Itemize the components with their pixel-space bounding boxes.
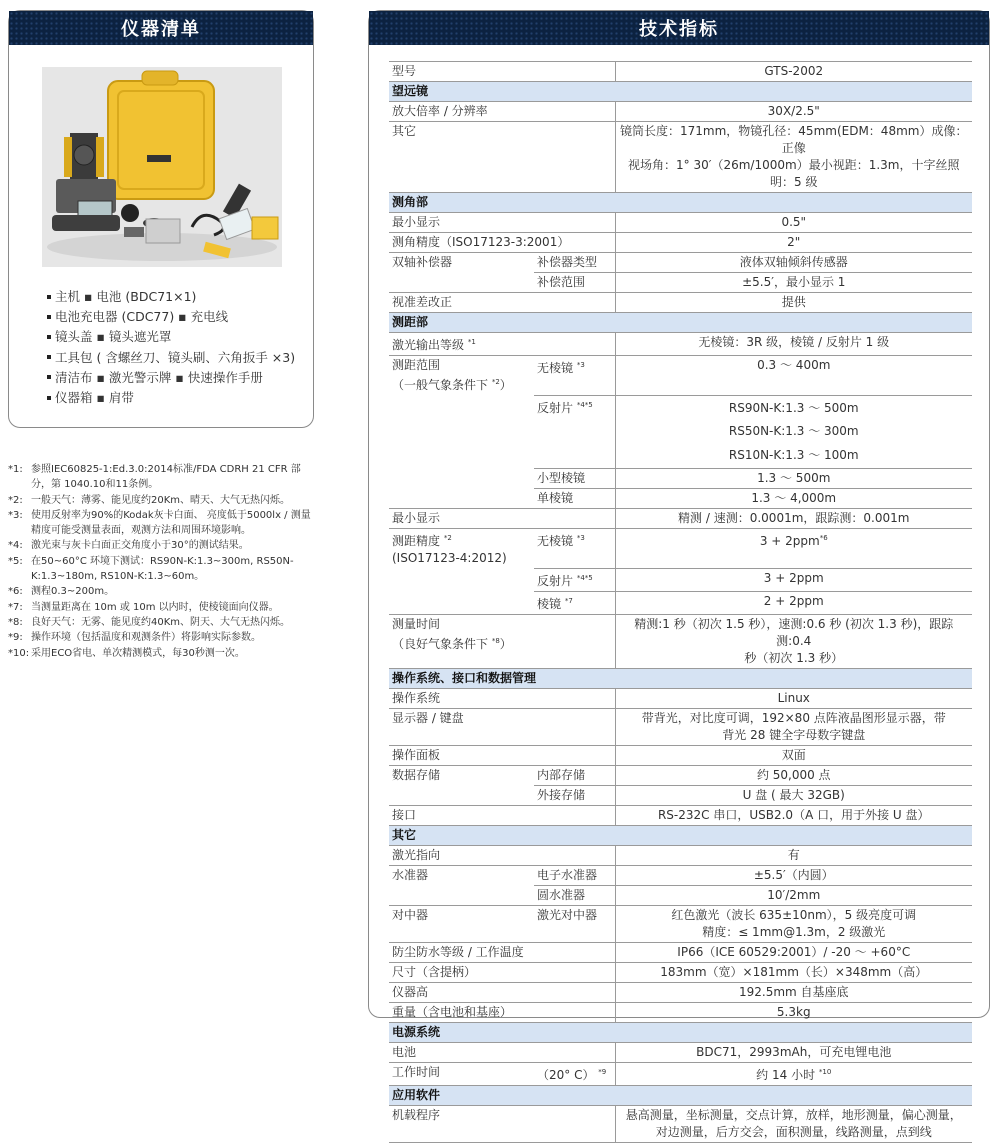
spec-value: 183mm（宽）×181mm（长）×348mm（高） xyxy=(615,962,972,982)
table-row xyxy=(389,273,972,293)
table-row xyxy=(389,62,972,82)
spec-value: RS-232C 串口，USB2.0（A 口，用于外接 U 盘） xyxy=(615,805,972,825)
table-row xyxy=(389,1002,972,1022)
footnotes xyxy=(8,462,318,661)
spec-subkey: （20° C） $^{*9}$ xyxy=(534,1062,615,1085)
spec-key: 机载程序 xyxy=(389,1105,615,1142)
table-row xyxy=(389,845,972,865)
spec-subkey: 小型棱镜 xyxy=(534,469,615,489)
spec-key: 重量（含电池和基座） xyxy=(389,1002,615,1022)
spec-value: 3 + 2ppm$^{*6}$ xyxy=(615,529,972,569)
spec-value: U 盘 ( 最大 32GB) xyxy=(615,785,972,805)
spec-value: 2 + 2ppm xyxy=(615,591,972,614)
spec-value: 约 14 小时 $^{*10}$ xyxy=(615,1062,972,1085)
table-row xyxy=(389,745,972,765)
section-row xyxy=(389,313,972,333)
spec-value: 悬高测量，坐标测量，交点计算，放样，地形测量，偏心测量， 对边测量，后方交会，面积测量，线路测量，点到线 xyxy=(615,1105,972,1142)
spec-subkey: 反射片 $^{*4*5}$ xyxy=(534,568,615,591)
product-photo xyxy=(42,67,282,267)
list-item: 主机 ▪ 电池 (BDC71×1) xyxy=(47,287,295,307)
spec-subkey: 补偿范围 xyxy=(534,273,615,293)
section-row xyxy=(389,825,972,845)
spec-value: 约 50,000 点 xyxy=(615,765,972,785)
spec-key: 防尘防水等级 / 工作温度 xyxy=(389,942,615,962)
section-title: 电源系统 xyxy=(389,1022,972,1042)
specs-panel xyxy=(368,10,990,1139)
spec-value: 2" xyxy=(615,233,972,253)
table-row xyxy=(389,356,972,396)
spec-key: 测距范围 （一般气象条件下 $^{*2}$） xyxy=(389,356,534,396)
spec-value: 液体双轴倾斜传感器 xyxy=(615,253,972,273)
spec-key: 电池 xyxy=(389,1042,615,1062)
spec-value: BDC71，2993mAh，可充电锂电池 xyxy=(615,1042,972,1062)
spec-key: 显示器 / 键盘 xyxy=(389,708,615,745)
spec-subkey: 圆水准器 xyxy=(534,885,615,905)
spec-key: 最小显示 xyxy=(389,509,615,529)
table-row xyxy=(389,102,972,122)
spec-key: 双轴补偿器 xyxy=(389,253,534,273)
spec-key: 测角精度（ISO17123-3:2001） xyxy=(389,233,615,253)
table-row xyxy=(389,614,972,668)
spec-value: 5.3kg xyxy=(615,1002,972,1022)
spec-subkey: 反射片 $^{*4*5}$ xyxy=(534,395,615,469)
table-row xyxy=(389,469,972,489)
spec-value: 有 xyxy=(615,845,972,865)
table-row xyxy=(389,395,972,469)
spec-key: 激光输出等级 $^{*1}$ xyxy=(389,333,615,356)
table-row xyxy=(389,708,972,745)
table-row xyxy=(389,1105,972,1142)
spec-key: 仪器高 xyxy=(389,982,615,1002)
list-item: 电池充电器 (CDC77) ▪ 充电线 xyxy=(47,307,295,327)
spec-subkey: 补偿器类型 xyxy=(534,253,615,273)
table-row xyxy=(389,591,972,614)
spec-key: 尺寸（含提柄） xyxy=(389,962,615,982)
spec-value: RS90N-K:1.3 ～ 500m RS50N-K:1.3 ～ 300m RS10N-K:1.3 ～ 100m xyxy=(615,395,972,469)
table-row xyxy=(389,489,972,509)
table-row xyxy=(389,962,972,982)
spec-key: 放大倍率 / 分辨率 xyxy=(389,102,615,122)
table-row xyxy=(389,529,972,569)
spec-value: 双面 xyxy=(615,745,972,765)
list-item: 镜头盖 ▪ 镜头遮光罩 xyxy=(47,327,295,347)
section-title: 测距部 xyxy=(389,313,972,333)
section-row xyxy=(389,1085,972,1105)
spec-value: 1.3 ～ 500m xyxy=(615,469,972,489)
table-row xyxy=(389,233,972,253)
equipment-list-panel xyxy=(8,10,314,428)
section-title: 测角部 xyxy=(389,193,972,213)
footnote: *1: 参照IEC60825-1:Ed.3.0:2014标准/FDA CDRH 21 CFR 部分，第 1040.10和11条例。 xyxy=(8,464,301,491)
spec-value: 提供 xyxy=(615,293,972,313)
section-title: 应用软件 xyxy=(389,1085,972,1105)
table-row xyxy=(389,805,972,825)
table-row xyxy=(389,982,972,1002)
section-title: 望远镜 xyxy=(389,82,972,102)
spec-key: 数据存储 xyxy=(389,765,534,785)
table-row xyxy=(389,1042,972,1062)
list-item: 清洁布 ▪ 激光警示牌 ▪ 快速操作手册 xyxy=(47,368,295,388)
spec-value: 0.5" xyxy=(615,213,972,233)
table-row xyxy=(389,253,972,273)
spec-value: 3 + 2ppm xyxy=(615,568,972,591)
spec-key: 最小显示 xyxy=(389,213,615,233)
table-row xyxy=(389,765,972,785)
spec-key: 测距精度 $^{*2}$ (ISO17123-4:2012) xyxy=(389,529,534,569)
table-row xyxy=(389,905,972,942)
footnote: *6: 测程0.3~200m。 xyxy=(8,586,115,598)
spec-subkey: 棱镜 $^{*7}$ xyxy=(534,591,615,614)
table-row xyxy=(389,1062,972,1085)
spec-subkey: 外接存储 xyxy=(534,785,615,805)
table-row xyxy=(389,122,972,193)
spec-value: 无棱镜：3R 级，棱镜 / 反射片 1 级 xyxy=(615,333,972,356)
section-title: 其它 xyxy=(389,825,972,845)
spec-value: 镜筒长度：171mm，物镜孔径：45mm(EDM：48mm）成像：正像 视场角：1° 30′（26m/1000m）最小视距：1.3m，十字丝照明：5 级 xyxy=(615,122,972,193)
table-row xyxy=(389,885,972,905)
table-row xyxy=(389,333,972,356)
spec-value: 192.5mm 自基座底 xyxy=(615,982,972,1002)
footnote: *8: 良好天气：无雾、能见度约40Km、阴天、大气无热闪烁。 xyxy=(8,616,291,628)
spec-key: 接口 xyxy=(389,805,615,825)
spec-key: 激光指向 xyxy=(389,845,615,865)
section-row xyxy=(389,82,972,102)
footnote: *3: 使用反射率为90%的Kodak灰卡白面、 亮度低于5000lx / 测量精度可能受测量表面，观测方法和周围环境影响。 xyxy=(8,509,311,537)
spec-value: GTS-2002 xyxy=(615,62,972,82)
spec-key: 其它 xyxy=(389,122,615,193)
spec-subkey: 无棱镜 $^{*3}$ xyxy=(534,356,615,396)
footnote: *4: 激光束与灰卡白面正交角度小于30°的测试结果。 xyxy=(8,540,249,552)
equipment-list-title: 仪器清单 xyxy=(9,11,313,45)
spec-value: 10′/2mm xyxy=(615,885,972,905)
spec-subkey: 内部存储 xyxy=(534,765,615,785)
spec-key: 操作系统 xyxy=(389,688,615,708)
spec-value: 0.3 ～ 400m xyxy=(615,356,972,396)
spec-value: 1.3 ～ 4,000m xyxy=(615,489,972,509)
spec-key: 对中器 xyxy=(389,905,534,942)
table-row xyxy=(389,865,972,885)
spec-key: 工作时间 xyxy=(389,1062,534,1085)
list-item: 工具包 ( 含螺丝刀、镜头刷、六角扳手 ×3) xyxy=(47,348,295,368)
section-row xyxy=(389,668,972,688)
spec-subkey: 单棱镜 xyxy=(534,489,615,509)
equipment-items xyxy=(47,287,295,408)
footnote: *7: 当测量距离在 10m 或 10m 以内时，使棱镜面向仪器。 xyxy=(8,601,279,613)
footnote: *2: 一般天气：薄雾、能见度约20Km、晴天、大气无热闪烁。 xyxy=(8,494,291,506)
section-row xyxy=(389,193,972,213)
spec-value: 精测 / 速测：0.0001m，跟踪测：0.001m xyxy=(615,509,972,529)
spec-key: 测量时间 （良好气象条件下 $^{*8}$） xyxy=(389,614,615,668)
spec-value: 带背光，对比度可调，192×80 点阵液晶图形显示器，带 背光 28 键全字母数字键盘 xyxy=(615,708,972,745)
spec-key: 水准器 xyxy=(389,865,534,885)
spec-value: Linux xyxy=(615,688,972,708)
spec-value: IP66（ICE 60529:2001）/ -20 ～ +60°C xyxy=(615,942,972,962)
table-row xyxy=(389,509,972,529)
spec-key: 型号 xyxy=(389,62,615,82)
footnote: *10: 采用ECO省电、单次精测模式，每30秒测一次。 xyxy=(8,647,245,659)
table-row xyxy=(389,688,972,708)
footnote: *9: 操作环境（包括温度和观测条件）将影响实际参数。 xyxy=(8,632,261,644)
spec-subkey: 激光对中器 xyxy=(534,905,615,942)
spec-value: 30X/2.5" xyxy=(615,102,972,122)
spec-value: ±5.5′，最小显示 1 xyxy=(615,273,972,293)
spec-value: 精测:1 秒（初次 1.5 秒），速测:0.6 秒 (初次 1.3 秒)，跟踪测:0.4 秒（初次 1.3 秒） xyxy=(615,614,972,668)
spec-value: ±5.5′（内圆） xyxy=(615,865,972,885)
table-row xyxy=(389,213,972,233)
table-row xyxy=(389,785,972,805)
table-row xyxy=(389,568,972,591)
table-row xyxy=(389,942,972,962)
specs-title: 技术指标 xyxy=(369,11,989,45)
section-row xyxy=(389,1022,972,1042)
table-row xyxy=(389,293,972,313)
spec-subkey: 电子水准器 xyxy=(534,865,615,885)
specs-table xyxy=(389,61,972,1143)
spec-value: 红色激光（波长 635±10nm），5 级亮度可调 精度：≤ 1mm@1.3m，2 级激光 xyxy=(615,905,972,942)
spec-key: 视准差改正 xyxy=(389,293,615,313)
spec-key: 操作面板 xyxy=(389,745,615,765)
list-item: 仪器箱 ▪ 肩带 xyxy=(47,388,295,408)
footnote: *5: 在50~60°C 环境下测试：RS90N-K:1.3~300m, RS50N-K:1.3~180m, RS10N-K:1.3~60m。 xyxy=(8,555,294,583)
section-title: 操作系统、接口和数据管理 xyxy=(389,668,972,688)
spec-subkey: 无棱镜 $^{*3}$ xyxy=(534,529,615,569)
